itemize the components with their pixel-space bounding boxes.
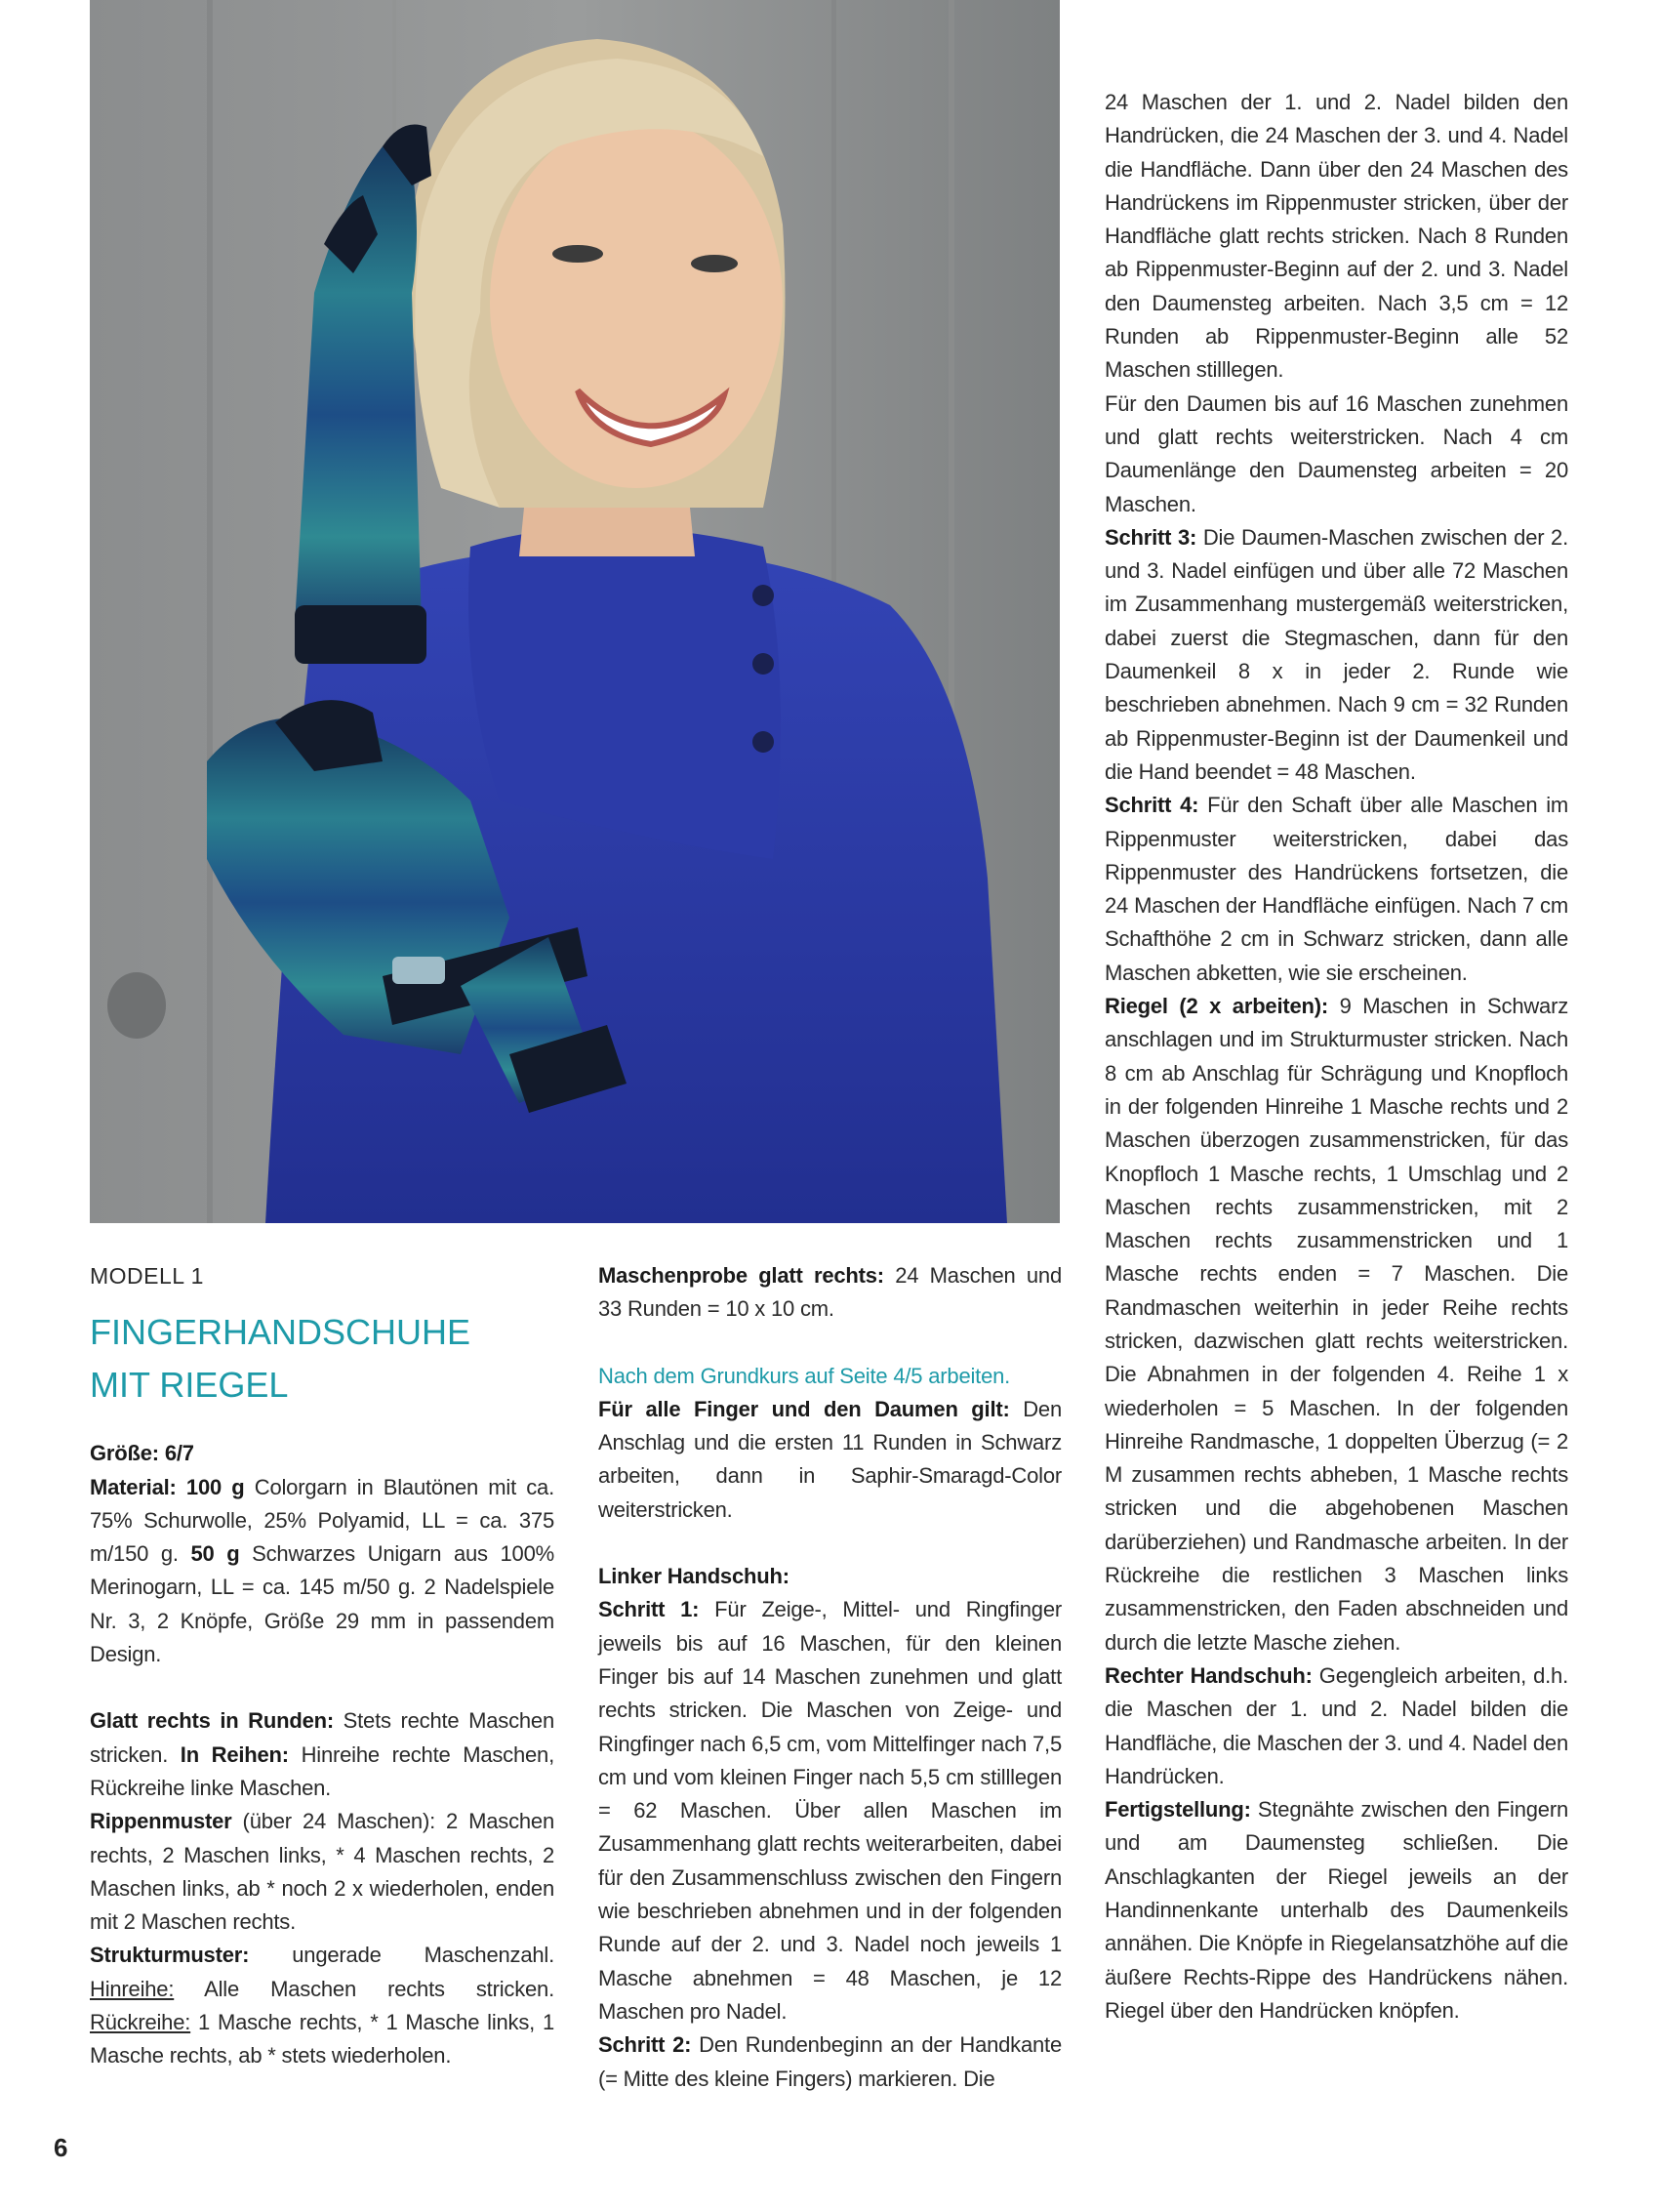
- schritt2-label: Schritt 2:: [598, 2032, 692, 2058]
- woman-gloves-photo-icon: [90, 0, 1060, 1223]
- riegel-paragraph: [1105, 990, 1568, 1659]
- rippen-label: Rippenmuster: [90, 1809, 232, 1834]
- column-middle: [598, 1259, 1062, 2096]
- reihen-label: In Reihen:: [180, 1741, 289, 1767]
- fertig-label: Fertigstellung:: [1105, 1797, 1251, 1823]
- size-label: Größe: 6/7: [90, 1441, 194, 1466]
- probe-paragraph: [598, 1259, 1062, 1327]
- material-label: Material:: [90, 1474, 177, 1499]
- schritt2-text: Den Rundenbeginn an der Handkante (= Mitte des kleine Fingers) markieren. Die: [598, 2032, 1062, 2091]
- glatt-paragraph: [90, 1704, 554, 1805]
- riegel-text: 9 Maschen in Schwarz anschlagen und im Strukturmuster stricken. Nach 8 cm ab Anschlag für Schrägung und Knopfloch in der folgenden Hinreihe 1 Masche rechts und 2 Maschen überzogen zusammenstricken, für das Knopfloch 1 Masche rechts, 1 Umschlag und 2 Maschen rechts zusammenstricken, mit 2 Maschen rechts zusammenstricken und 1 Masche rechts enden = 7 Maschen. Die Randmaschen weiterhin in jeder Reihe rechts stricken, dazwischen glatt rechts weiterstricken. Die Abnahmen in der folgenden 4. Reihe 1 x wiederholen = 5 Maschen. In der folgenden Hinreihe Randmasche, 1 doppelten Überzug (= 2 M zusammen rechts abheben, 1 Masche rechts stricken und die abgehobenen Maschen darüberziehen) und Randmasche arbeiten. In der Rückreihe die restlichen 3 Maschen links zusammenstricken, den Faden abschneiden und durch die letzte Masche ziehen.: [1105, 994, 1569, 1655]
- schritt2-paragraph: [598, 2028, 1062, 2096]
- linker-label: Linker Handschuh:: [598, 1564, 789, 1589]
- struktur-paragraph: [90, 1939, 554, 2072]
- rechter-paragraph: [1105, 1659, 1568, 1793]
- title-line-2: MIT RIEGEL: [90, 1365, 289, 1406]
- finger-paragraph: [598, 1393, 1062, 1527]
- fertig-paragraph: [1105, 1793, 1568, 2028]
- struktur-text-2: Alle Maschen rechts stricken.: [174, 1976, 554, 2001]
- material-paragraph: [90, 1471, 554, 1672]
- schritt1-paragraph: [598, 1593, 1062, 2028]
- column-left: [90, 1259, 554, 2073]
- schritt3-text: Die Daumen-Maschen zwischen der 2. und 3. Nadel einfügen und über alle 72 Maschen im Zusammenhang mustergemäß weiterstricken, dabei zuerst die Stegmaschen, dann für den Daumenkeil 8 x in jeder 2. Runde wie beschrieben abnehmen. Nach 9 cm = 32 Runden ab Rippenmuster-Beginn ist der Daumenkeil und die Hand beendet = 48 Maschen.: [1105, 524, 1568, 784]
- fertig-text: Stegnähte zwischen den Fingern und am Daumensteg schließen. Die Anschlagkanten der Riegel jeweils an der Handinnenkante unterhalb des Daumenkeils annähen. Die Knöpfe in Riegelansatzhöhe auf die äußere Rechts-Rippe des Handrückens nähen. Riegel über den Handrücken knöpfen.: [1105, 1797, 1568, 2023]
- struktur-text-3: 1 Masche rechts, * 1 Masche links, 1 Masche rechts, ab * stets wiederholen.: [90, 2010, 554, 2069]
- struktur-text-1: ungerade Maschenzahl.: [249, 1943, 554, 1968]
- model-label: MODELL 1: [90, 1263, 204, 1289]
- finger-label: Für alle Finger und den Daumen gilt:: [598, 1396, 1010, 1421]
- linker-heading: [598, 1560, 1062, 1593]
- schritt4-label: Schritt 4:: [1105, 793, 1199, 818]
- page-title: [90, 1306, 554, 1412]
- rechter-text: Gegengleich arbeiten, d.h. die Maschen der 1. und 2. Nadel bilden die Handfläche, die Maschen der 3. und 4. Nadel den Handrücken.: [1105, 1662, 1568, 1788]
- daumen-paragraph: Für den Daumen bis auf 16 Maschen zunehmen und glatt rechts weiterstricken. Nach 4 cm Daumenlänge den Daumensteg arbeiten = 20 Maschen.: [1105, 390, 1568, 516]
- page-number: 6: [54, 2133, 68, 2162]
- model-photo: [90, 0, 1060, 1223]
- title-line-1: FINGERHANDSCHUHE: [90, 1312, 471, 1353]
- riegel-label: Riegel (2 x arbeiten):: [1105, 994, 1329, 1019]
- material-amount-2: 50 g: [190, 1541, 240, 1567]
- schritt1-text: Für Zeige-, Mittel- und Ringfinger jeweils bis auf 16 Maschen, für den kleinen Finger bis auf 14 Maschen zunehmen und glatt rechts stricken. Die Maschen von Zeige- und Ringfinger nach 6,5 cm, vom Mittelfinger nach 7,5 cm und vom kleinen Finger nach 5,5 cm stilllegen = 62 Maschen. Über allen Maschen im Zusammenhang glatt rechts weiterarbeiten, dabei für den Zusammenschluss zwischen den Fingern wie beschrieben abnehmen und in der folgenden Runde auf der 2. und 3. Nadel noch jeweils 1 Masche abnehmen = 48 Maschen, je 12 Maschen pro Nadel.: [598, 1597, 1062, 2024]
- hinreihe-label: Hinreihe:: [90, 1976, 175, 2001]
- schritt1-label: Schritt 1:: [598, 1597, 700, 1622]
- schritt4-text: Für den Schaft über alle Maschen im Rippenmuster weiterstricken, dabei das Rippenmuster des Handrückens fortsetzen, die 24 Maschen der Handfläche einfügen. Nach 7 cm Schafthöhe 2 cm in Schwarz stricken, dann alle Maschen abketten, wie sie erscheinen.: [1105, 793, 1569, 985]
- probe-text: 24 Maschen und 33 Runden = 10 x 10 cm.: [598, 1263, 1062, 1322]
- material-text-1: Colorgarn in Blautönen mit ca. 75% Schurwolle, 25% Polyamid, LL = ca. 375 m/150 g.: [90, 1474, 554, 1567]
- rippen-paragraph: [90, 1805, 554, 1939]
- grundkurs-note: Nach dem Grundkurs auf Seite 4/5 arbeiten.: [598, 1363, 1011, 1388]
- struktur-label: Strukturmuster:: [90, 1943, 250, 1968]
- glatt-label: Glatt rechts in Runden:: [90, 1708, 334, 1734]
- rippen-text: (über 24 Maschen): 2 Maschen rechts, 2 Maschen links, * 4 Maschen rechts, 2 Maschen links, ab * noch 2 x wiederholen, enden mit 2 Maschen rechts.: [90, 1809, 554, 1935]
- column-right: [1105, 86, 1568, 2028]
- reihen-text: Hinreihe rechte Maschen, Rückreihe linke Maschen.: [90, 1741, 554, 1800]
- material-amount-1: 100 g: [185, 1474, 245, 1499]
- probe-label: Maschenprobe glatt rechts:: [598, 1263, 884, 1288]
- finger-text: Den Anschlag und die ersten 11 Runden in Schwarz arbeiten, dann in Saphir-Smaragd-Color weiterstricken.: [598, 1396, 1063, 1522]
- material-text-2: Schwarzes Unigarn aus 100% Merinogarn, LL = ca. 145 m/50 g. 2 Nadelspiele Nr. 3, 2 Knöpfe, Größe 29 mm in passendem Design.: [90, 1541, 554, 1667]
- schritt3-paragraph: [1105, 521, 1568, 789]
- schritt4-paragraph: [1105, 789, 1568, 990]
- rechter-label: Rechter Handschuh:: [1105, 1662, 1313, 1688]
- rueckreihe-label: Rückreihe:: [90, 2010, 191, 2035]
- schritt3-label: Schritt 3:: [1105, 524, 1197, 550]
- size-line: [90, 1437, 554, 1470]
- intro-paragraph: 24 Maschen der 1. und 2. Nadel bilden den Handrücken, die 24 Maschen der 3. und 4. Nadel die Handfläche. Dann über den 24 Maschen des Handrückens im Rippenmuster stricken, über der Handfläche glatt rechts stricken. Nach 8 Runden ab Rippenmuster-Beginn auf der 2. und 3. Nadel den Daumensteg arbeiten. Nach 3,5 cm = 12 Runden ab Rippenmuster-Beginn alle 52 Maschen stilllegen.: [1105, 90, 1568, 383]
- glatt-text: Stets rechte Maschen stricken.: [90, 1708, 555, 1767]
